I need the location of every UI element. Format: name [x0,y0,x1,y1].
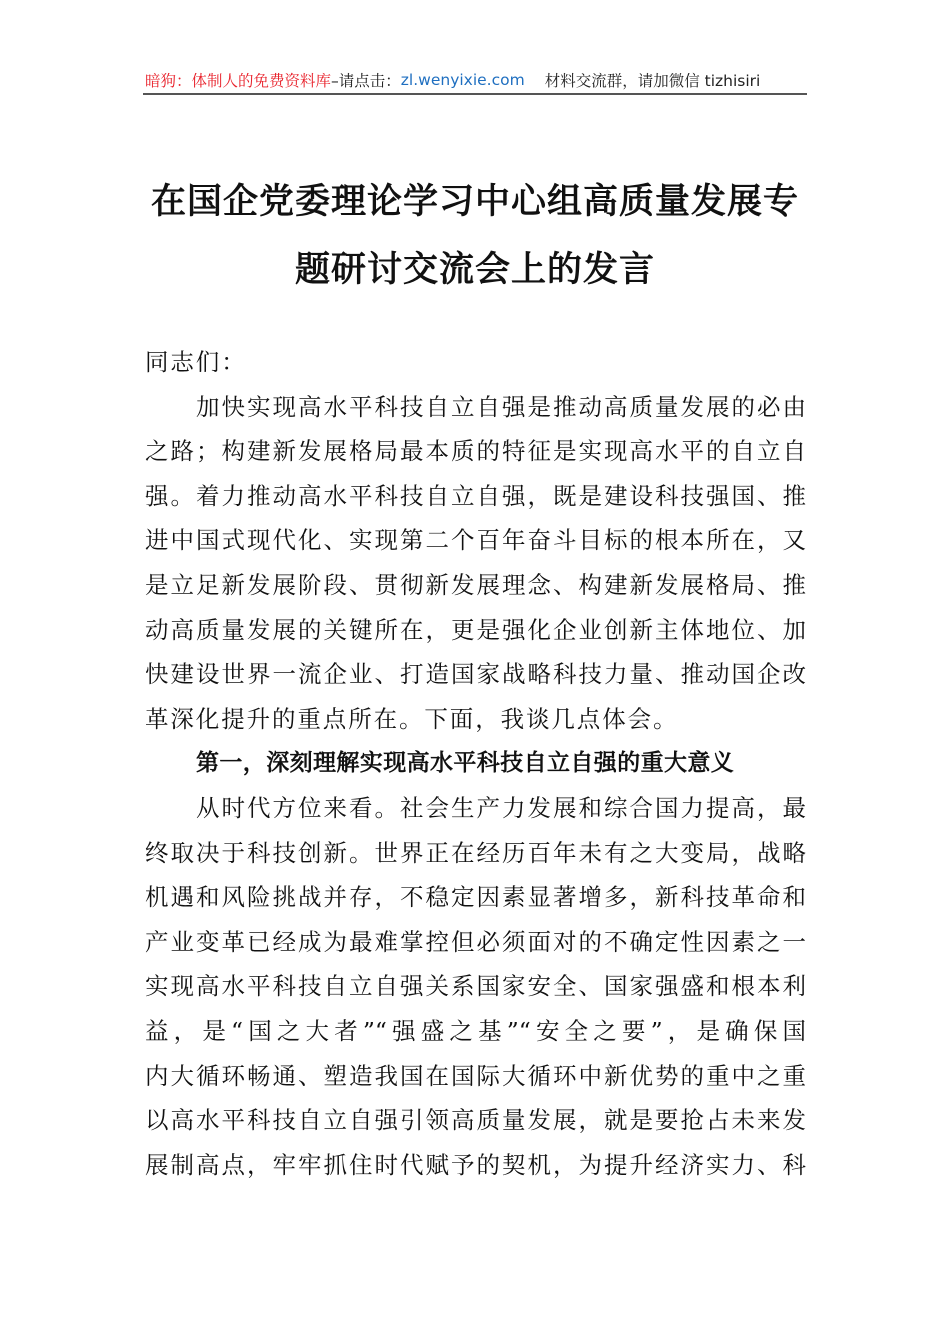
paragraph-line: 机遇和风险挑战并存，不稳定因素显著增多，新科技革命和 [145,883,806,912]
paragraph-line: 动高质量发展的关键所在，更是强化企业创新主体地位、加 [145,615,806,644]
document-title-line-2: 题研讨交流会上的发言 [294,249,655,290]
paragraph-1 [145,385,806,742]
paragraph-line: 从时代方位来看。社会生产力发展和综合国力提高，最 [196,793,806,822]
header-link[interactable]: zl.wenyixie.com [400,71,525,89]
paragraph-line: 快建设世界一流企业、打造国家战略科技力量、推动国企改 [145,660,806,689]
paragraph-line: 以高水平科技自立自强引领高质量发展，就是要抢占未来发 [145,1106,806,1135]
paragraph-2 [145,786,806,1187]
section-heading-1: 第一，深刻理解实现高水平科技自立自强的重大意义 [196,750,735,777]
header-brand: 暗狗：体制人的免费资料库 [145,72,332,90]
paragraph-line: 益，是“国之大者”“强盛之基”“安全之要”，是确保国 [145,1016,806,1045]
paragraph-line: 展制高点，牢牢抓住时代赋予的契机，为提升经济实力、科 [145,1150,806,1179]
paragraph-line: 实现高水平科技自立自强关系国家安全、国家强盛和根本利 [145,972,806,1001]
header-divider [143,93,807,95]
document-title-line-1: 在国企党委理论学习中心组高质量发展专 [150,181,799,222]
salutation: 同志们： [145,348,247,376]
paragraph-line: 进中国式现代化、实现第二个百年奋斗目标的根本所在，又 [145,526,806,555]
document-body [145,340,806,1187]
paragraph-line: 内大循环畅通、塑造我国在国际大循环中新优势的重中之重 [145,1061,806,1090]
paragraph-line: 是立足新发展阶段、贯彻新发展理念、构建新发展格局、推 [145,570,806,599]
header-prompt: –请点击： [331,72,401,90]
page-header-banner [145,68,805,92]
paragraph-line: 终取决于科技创新。世界正在经历百年未有之大变局，战略 [145,838,806,867]
paragraph-line: 强。着力推动高水平科技自立自强，既是建设科技强国、推 [145,481,806,510]
paragraph-line: 之路；构建新发展格局最本质的特征是实现高水平的自立自 [145,437,806,466]
paragraph-line: 革深化提升的重点所在。下面，我谈几点体会。 [145,704,679,733]
header-contact: 材料交流群，请加微信 tizhisiri [544,72,761,90]
paragraph-line: 加快实现高水平科技自立自强是推动高质量发展的必由 [196,392,806,421]
paragraph-line: 产业变革已经成为最难掌控但必须面对的不确定性因素之一 [145,927,806,956]
